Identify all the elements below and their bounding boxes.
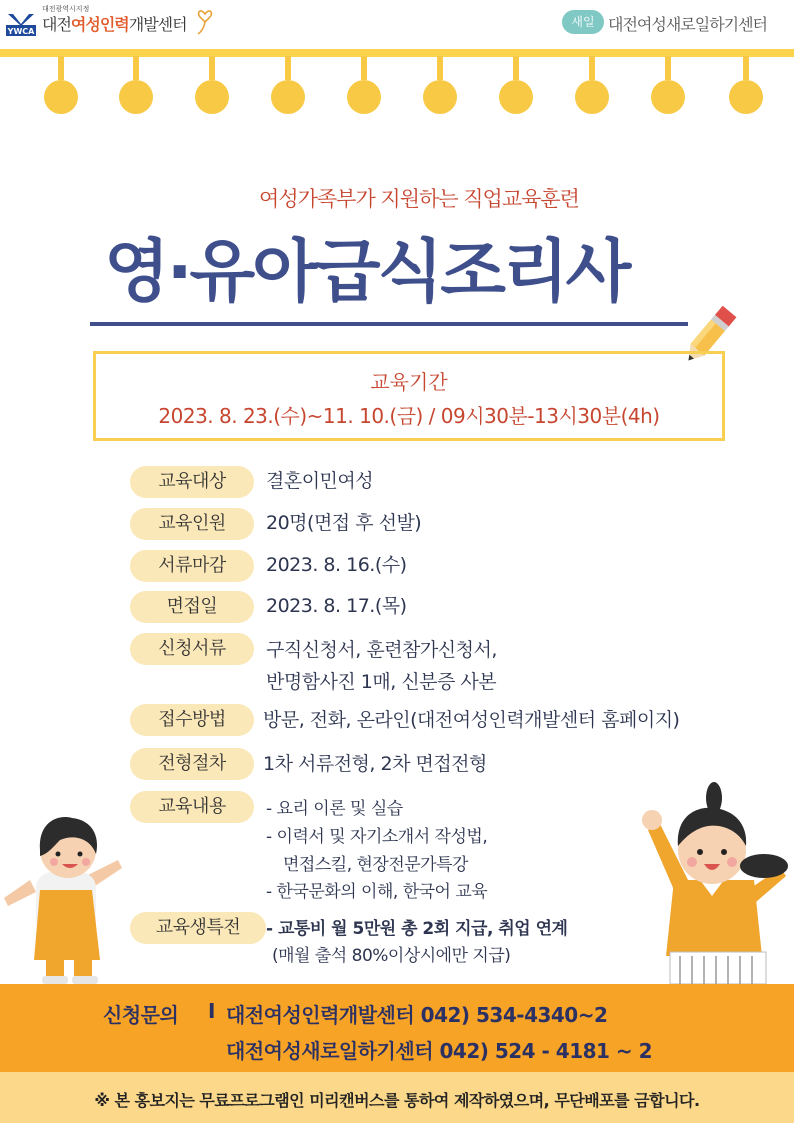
lamp-cord	[743, 56, 749, 80]
saeil-logo-badge: 새일	[562, 10, 604, 34]
value-target: 결혼이민여성	[266, 470, 374, 492]
lamp-cord	[437, 56, 443, 80]
lamp-bulb	[119, 80, 153, 114]
label-documents: 신청서류	[130, 633, 254, 665]
lamp-bulb	[347, 80, 381, 114]
contact-separator: I	[208, 999, 215, 1023]
value-benefit-line1: - 교통비 월 5만원 총 2회 지급, 취업 연계	[266, 919, 568, 939]
label-selection: 전형절차	[130, 748, 254, 780]
lamp-cord	[58, 56, 64, 80]
lamp-cord	[209, 56, 215, 80]
lamp-bulb	[423, 80, 457, 114]
value-deadline: 2023. 8. 16.(수)	[266, 554, 407, 576]
value-capacity: 20명(면접 후 선발)	[266, 512, 422, 534]
value-documents-line2: 반명함사진 1매, 신분증 사본	[266, 671, 497, 693]
value-selection: 1차 서류전형, 2차 면접전형	[263, 753, 487, 775]
period-label: 교육기간	[370, 370, 448, 394]
heart-icon	[196, 6, 214, 36]
lamp-bulb	[195, 80, 229, 114]
value-content-line2: - 이력서 및 자기소개서 작성법,	[266, 827, 488, 847]
lamp-cord	[133, 56, 139, 80]
lamp-cord	[589, 56, 595, 80]
subtitle: 여성가족부가 지원하는 직업교육훈련	[259, 187, 579, 211]
child-illustration-left	[0, 810, 134, 988]
label-target: 교육대상	[130, 466, 254, 498]
value-method: 방문, 전화, 온라인(대전여성인력개발센터 홈페이지)	[263, 709, 680, 731]
page-title: 영·유아급식조리사	[104, 233, 629, 312]
lamp-cord	[285, 56, 291, 80]
org-left-small-text: 대전광역시지정	[42, 5, 90, 13]
footer-note: ※ 본 홍보지는 무료프로그램인 미리캔버스를 통하여 제작하였으며, 무단배포를 금합니다.	[94, 1091, 700, 1110]
value-interview: 2023. 8. 17.(목)	[266, 595, 407, 617]
lamp-cord	[361, 56, 367, 80]
lamp-bulb	[271, 80, 305, 114]
lamp-bulb	[44, 80, 78, 114]
lamp-bulb	[729, 80, 763, 114]
value-benefit-line2: (매월 출석 80%이상시에만 지급)	[272, 946, 511, 966]
value-content-line3: 면접스킬, 현장전문가특강	[283, 855, 468, 875]
lamp-cord	[513, 56, 519, 80]
contact-label: 신청문의	[103, 1003, 179, 1027]
label-content: 교육내용	[130, 791, 254, 823]
lamp-cord	[665, 56, 671, 80]
label-capacity: 교육인원	[130, 508, 254, 540]
value-content-line1: - 요리 이론 및 실습	[266, 799, 403, 819]
value-documents-line1: 구직신청서, 훈련참가신청서,	[266, 639, 497, 661]
org-right-name: 대전여성새로일하기센터	[608, 15, 768, 34]
child-illustration-right	[630, 780, 794, 984]
org-left-prefix: 대전	[42, 15, 71, 34]
lamp-bulb	[499, 80, 533, 114]
lamp-bulb	[651, 80, 685, 114]
title-underline	[90, 322, 688, 326]
label-interview: 면접일	[130, 591, 254, 623]
contact-line2: 대전여성새로일하기센터 042) 524 - 4181 ~ 2	[226, 1039, 653, 1063]
ywca-logo-icon	[6, 12, 36, 36]
org-left-name	[42, 12, 187, 35]
decorative-bar	[0, 49, 794, 57]
org-left-suffix: 개발센터	[128, 15, 187, 34]
org-left-highlight: 여성인력	[70, 15, 129, 34]
value-content-line4: - 한국문화의 이해, 한국어 교육	[266, 882, 488, 902]
label-method: 접수방법	[130, 704, 254, 736]
label-deadline: 서류마감	[130, 550, 254, 582]
lamp-bulb	[575, 80, 609, 114]
label-benefit: 교육생특전	[130, 912, 266, 944]
header	[0, 0, 794, 48]
period-value: 2023. 8. 23.(수)~11. 10.(금) / 09시30분-13시30분(4h)	[158, 404, 660, 428]
ywca-logo-text: YWCA	[7, 27, 35, 36]
contact-line1: 대전여성인력개발센터 042) 534-4340~2	[226, 1003, 608, 1027]
